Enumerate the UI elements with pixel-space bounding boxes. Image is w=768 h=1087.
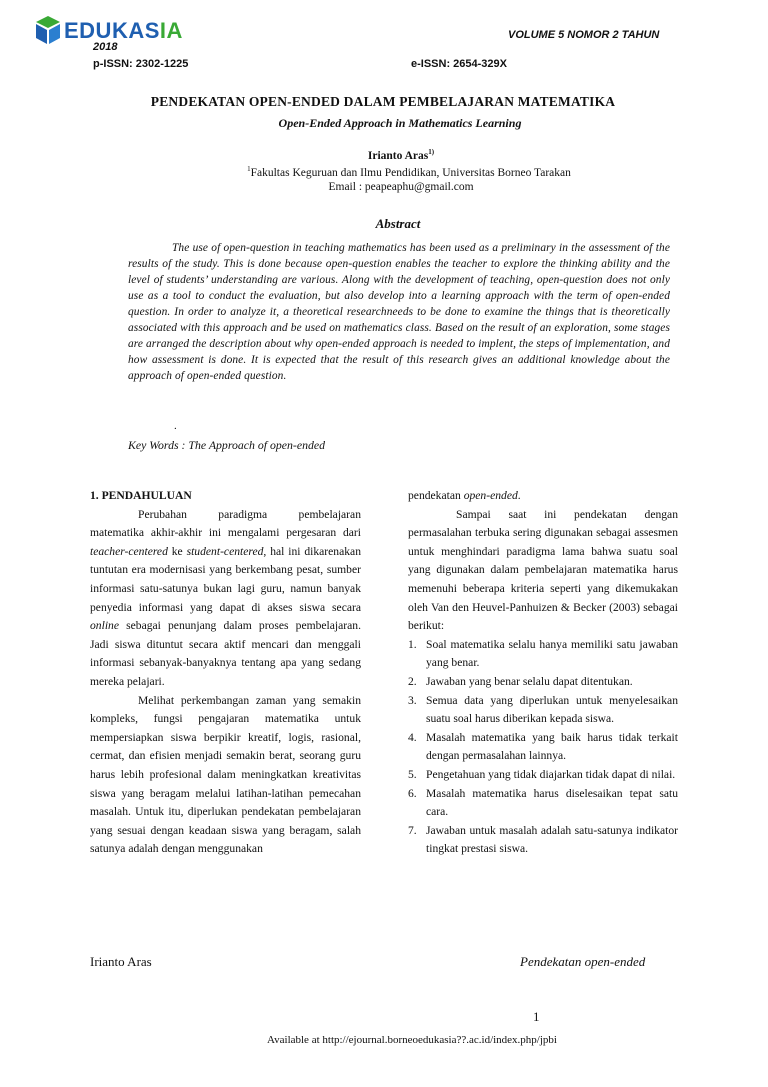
author-superscript: 1) — [428, 148, 435, 156]
electronic-issn: e-ISSN: 2654-329X — [411, 58, 507, 70]
journal-year: 2018 — [93, 41, 118, 53]
list-item: 7. Jawaban untuk masalah adalah satu-satunya indikator tingkat prestasi siswa. — [408, 823, 678, 856]
paragraph-3: Sampai saat ini pendekatan dengan permasalahan terbuka sering digunakan sebagai assesmen untuk menghindari paradigma lama bahwa suatu soal yang digunakan dalam pembelajaran matematika harus memenuhi beberapa kriteria seperti yang dikemukakan oleh Van den Heuvel-Panhuizen & Becker (2003) sebagai berikut: — [408, 507, 678, 633]
author-name: Irianto Aras$^{1)}$ — [367, 148, 435, 162]
abstract-text: The use of open-question in teaching mathematics has been used as a preliminary in the assessment of the results of the study. This is done because open-question enables the teacher to explore the thinking ability and the level of students’ understanding are various. Along with the development of teaching, open-question does not only use as a tool to conduct the evaluation, but also develop into a learning approach with the term of open-ended question. In order to analyze it, a theoretical researchneeds to be done to examine the things that is theoretically associated with this approach and be used on mathematics class. Based on the result of an exploration, some stages are arranged the description about why open-ended approach is needed to implent, the steps of implementation, and how assessment is done. It is expected that the result of this research gives an additional knowledge about the approach of open-ended question. — [128, 242, 670, 382]
footer-author: Irianto Aras — [90, 954, 152, 969]
affiliation-superscript: 1 — [247, 165, 251, 173]
paragraph-2: Melihat perkembangan zaman yang semakin kompleks, fungsi pengajaran matematika untuk mempersiapkan siswa berpikir kreatif, logis, rasional, cermat, dan efisien menjadi semakin berat, seorang guru harus lebih profesional dalam meningkatkan kreativitas siswa yang beragam melalui latihan-latihan pemecahan masalah. Untuk itu, diperlukan pendekatan pembelajaran yang sesuai dengan keadaan siswa yang beragam, salah satunya adalah dengan menggunakan — [90, 693, 361, 856]
criteria-list — [408, 636, 678, 859]
keywords: Key Words : The Approach of open-ended — [128, 438, 326, 452]
list-item: 4. Masalah matematika yang baik harus tidak terkait dengan permasalahan lainnya. — [408, 730, 678, 763]
paragraph-1: Perubahan paradigma pembelajaran matematika akhir-akhir ini mengalami pergesaran dari teacher-centered ke student-centered, hal ini dikarenakan tuntutan era modernisasi yang berkembang pesat, sumber informasi satu-satunya bukan lagi guru, namun banyak penyedia informasi yang dapat di akses siswa secara online sebagai penunjang dalam proses pembelajaran. Jadi siswa dituntut secara aktif mencari dan menggali informasi sebanyak-banyaknya tentang apa yang sedang mereka pelajari. — [90, 507, 361, 688]
list-item: 6. Masalah matematika harus diselesaikan tepat satu cara. — [408, 786, 678, 819]
author-email: Email : peapeaphu@gmail.com — [328, 181, 474, 193]
list-item: 3. Semua data yang diperlukan untuk menyelesaikan suatu soal harus diberikan kepada siswa. — [408, 693, 678, 726]
list-item: 5. Pengetahuan yang tidak diajarkan tidak dapat di nilai. — [408, 767, 676, 781]
list-item: 1. Soal matematika selalu hanya memiliki satu jawaban yang benar. — [408, 637, 678, 670]
page-number: 1 — [533, 1009, 540, 1024]
footer-short-title: Pendekatan open-ended — [520, 954, 646, 969]
cube-logo-icon — [34, 14, 62, 48]
article-subtitle: Open-Ended Approach in Mathematics Learning — [278, 116, 522, 130]
article-title: PENDEKATAN OPEN-ENDED DALAM PEMBELAJARAN MATEMATIKA — [150, 94, 616, 109]
section-heading: 1. PENDAHULUAN — [90, 489, 192, 502]
author-affiliation: $^1$Fakultas Keguruan dan Ilmu Pendidikan, Universitas Borneo Tarakan — [247, 165, 571, 179]
left-column — [90, 487, 361, 859]
availability-link[interactable]: Available at http://ejournal.borneoedukasia??.ac.id/index.php/jpbi — [267, 1034, 557, 1046]
paragraph-continuation: pendekatan open-ended. — [408, 489, 521, 502]
right-column — [408, 487, 678, 859]
logo-text: EDUKASIA — [64, 18, 183, 43]
abstract-heading: Abstract — [375, 216, 421, 231]
list-item: 2. Jawaban yang benar selalu dapat ditentukan. — [408, 674, 633, 688]
abstract-dot: . — [174, 420, 177, 432]
print-issn: p-ISSN: 2302-1225 — [93, 58, 189, 70]
journal-volume: VOLUME 5 NOMOR 2 TAHUN — [508, 29, 660, 41]
